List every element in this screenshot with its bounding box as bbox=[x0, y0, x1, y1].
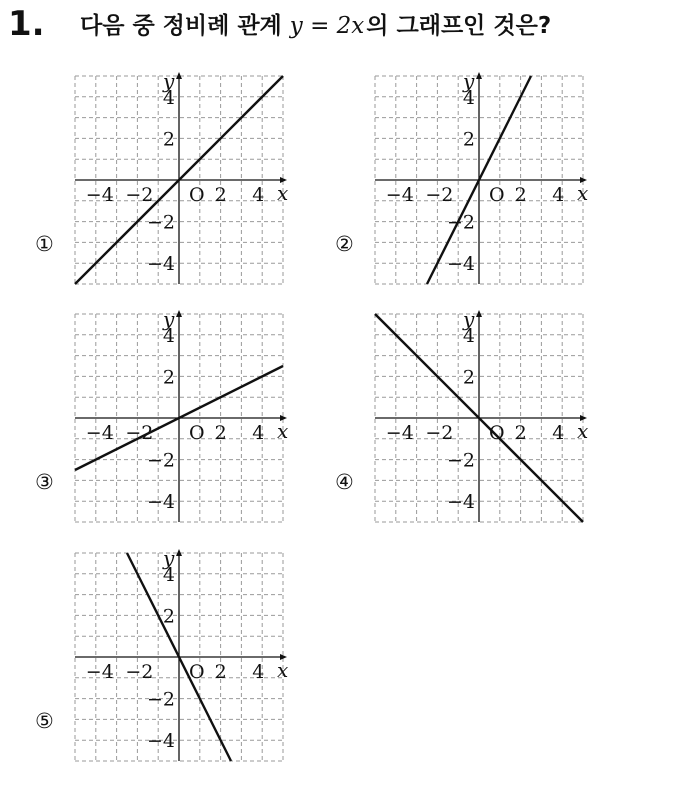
choice-4-label: ④ bbox=[335, 470, 354, 494]
question-text-after: 의 그래프인 것은? bbox=[366, 13, 552, 39]
y-tick-label: −2 bbox=[146, 688, 175, 711]
y-tick-label: 2 bbox=[162, 605, 175, 628]
x-tick-label: O bbox=[489, 184, 505, 206]
x-axis-label: x bbox=[577, 419, 589, 443]
y-tick-label: 4 bbox=[462, 86, 475, 109]
y-tick-label: 2 bbox=[162, 128, 175, 151]
x-tick-label: −4 bbox=[385, 184, 414, 206]
y-tick-label: −4 bbox=[446, 491, 475, 514]
y-tick-label: 2 bbox=[462, 366, 475, 389]
x-tick-label: O bbox=[489, 422, 505, 444]
x-tick-label: 2 bbox=[514, 184, 527, 206]
x-tick-label: −4 bbox=[85, 422, 114, 444]
y-tick-label: −2 bbox=[446, 211, 475, 234]
x-axis-label: x bbox=[277, 181, 289, 205]
choice-4-graph bbox=[375, 308, 625, 528]
x-axis-label: x bbox=[277, 419, 289, 443]
choice-4[interactable] bbox=[335, 308, 655, 548]
x-tick-label: 4 bbox=[252, 184, 265, 206]
y-tick-label: 4 bbox=[162, 563, 175, 586]
x-tick-label: O bbox=[189, 661, 205, 683]
x-tick-label: 2 bbox=[214, 184, 227, 206]
x-tick-label: −2 bbox=[425, 422, 454, 444]
y-tick-label: −4 bbox=[146, 253, 175, 276]
y-tick-label: −4 bbox=[146, 730, 175, 753]
question-text bbox=[80, 10, 551, 42]
choice-2[interactable] bbox=[335, 70, 655, 310]
x-tick-label: O bbox=[189, 184, 205, 206]
x-tick-label: O bbox=[189, 422, 205, 444]
x-tick-label: −2 bbox=[125, 661, 154, 683]
x-tick-label: −2 bbox=[125, 184, 154, 206]
y-axis-label: y bbox=[163, 307, 175, 331]
x-tick-label: −2 bbox=[425, 184, 454, 206]
x-axis-label: x bbox=[577, 181, 589, 205]
y-tick-label: 2 bbox=[162, 366, 175, 389]
question-equation: y = 2x bbox=[289, 13, 365, 39]
x-tick-label: 4 bbox=[252, 661, 265, 683]
x-tick-label: 4 bbox=[552, 422, 565, 444]
x-tick-label: −4 bbox=[385, 422, 414, 444]
choice-2-label: ② bbox=[335, 232, 354, 256]
y-tick-label: 2 bbox=[462, 128, 475, 151]
y-tick-label: −2 bbox=[146, 211, 175, 234]
choice-1[interactable] bbox=[35, 70, 355, 310]
y-tick-label: 4 bbox=[162, 324, 175, 347]
choice-5-label: ⑤ bbox=[35, 709, 54, 733]
y-axis-label: y bbox=[463, 307, 475, 331]
choice-3-graph bbox=[75, 308, 325, 528]
choice-2-graph bbox=[375, 70, 625, 290]
choice-5[interactable] bbox=[35, 547, 355, 787]
x-tick-label: 2 bbox=[214, 422, 227, 444]
y-tick-label: −2 bbox=[446, 449, 475, 472]
x-axis-label: x bbox=[277, 658, 289, 682]
x-tick-label: 4 bbox=[552, 184, 565, 206]
y-tick-label: 4 bbox=[162, 86, 175, 109]
y-axis-label: y bbox=[163, 69, 175, 93]
choice-3[interactable] bbox=[35, 308, 355, 548]
question-number: 1. bbox=[8, 4, 45, 44]
y-axis-label: y bbox=[163, 546, 175, 570]
y-tick-label: −2 bbox=[146, 449, 175, 472]
x-tick-label: −2 bbox=[125, 422, 154, 444]
question-text-before: 다음 중 정비례 관계 bbox=[80, 13, 282, 39]
x-tick-label: 2 bbox=[214, 661, 227, 683]
x-tick-label: −4 bbox=[85, 661, 114, 683]
x-tick-label: 4 bbox=[252, 422, 265, 444]
choice-3-label: ③ bbox=[35, 470, 54, 494]
y-axis-label: y bbox=[463, 69, 475, 93]
choice-1-label: ① bbox=[35, 232, 54, 256]
y-tick-label: 4 bbox=[462, 324, 475, 347]
y-tick-label: −4 bbox=[446, 253, 475, 276]
y-tick-label: −4 bbox=[146, 491, 175, 514]
x-tick-label: 2 bbox=[514, 422, 527, 444]
choice-5-graph bbox=[75, 547, 325, 767]
choice-1-graph bbox=[75, 70, 325, 290]
x-tick-label: −4 bbox=[85, 184, 114, 206]
